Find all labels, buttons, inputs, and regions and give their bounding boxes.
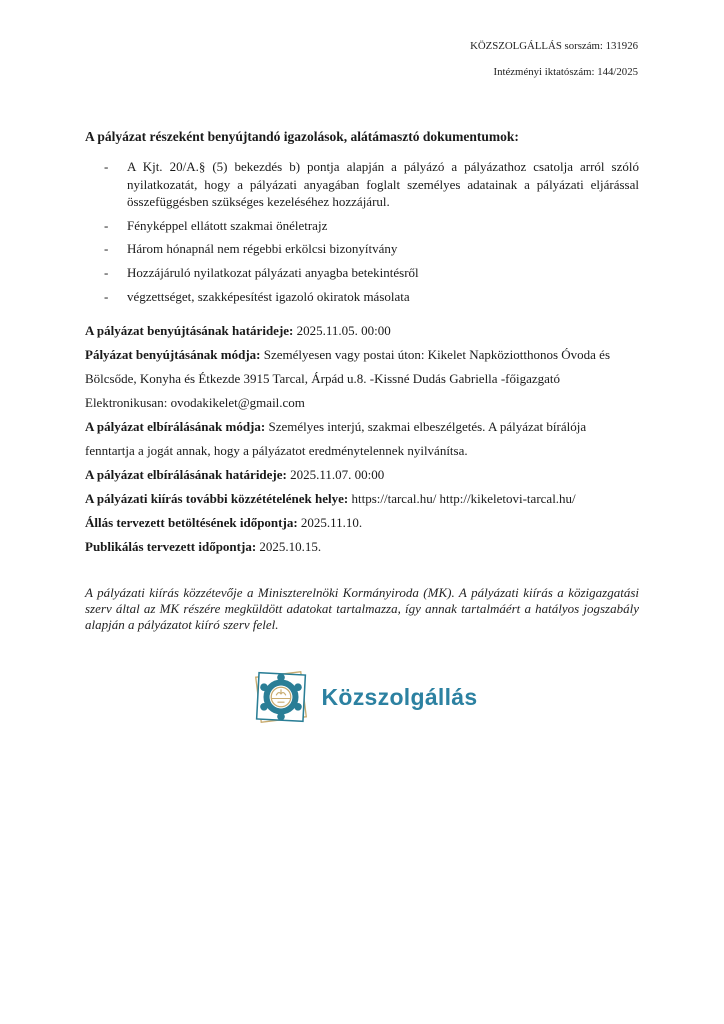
list-item (85, 264, 639, 282)
bullet-dash: - (104, 264, 109, 280)
bullet-dash: - (104, 159, 109, 174)
section-title: A pályázat részeként benyújtandó igazolások, alátámasztó dokumentumok: (85, 129, 519, 144)
field-label: A pályázat elbírálásának határideje: (85, 467, 287, 483)
field-label: A pályázat elbírálásának módja: (85, 419, 266, 435)
list-item (85, 240, 639, 258)
list-item-text: Fényképpel ellátott szakmai önéletrajz (127, 217, 328, 233)
registry-number: Intézményi iktatószám: 144/2025 (493, 66, 638, 78)
list-item (85, 288, 639, 306)
field-value: Személyes interjú, szakmai elbeszélgetés. A pályázat bírálója fenntartja a jogát annak, hogy a pályázatot eredménytelennek nyilvánítsa. (85, 419, 587, 459)
list-item-text: A Kjt. 20/A.§ (5) bekezdés b) pontja alapján a pályázó a pályázathoz csatolja arról szóló nyilatkozatát, hogy a pályázati anyagában foglalt személyes adatainak a pályázati eljárással összefüggésben szükséges kezeléséhez hozzájárul. (127, 159, 639, 210)
bullet-dash: - (104, 241, 109, 257)
field-publication-places (85, 487, 639, 511)
field-value: 2025.11.10. (297, 515, 363, 531)
bullet-dash: - (104, 288, 109, 304)
kozszolgallas-logo-text: Közszolgállás (321, 683, 478, 710)
field-value: 2025.10.15. (256, 539, 322, 555)
list-item-text: végzettséget, szakképesítést igazoló okiratok másolata (127, 288, 410, 304)
serial-number: KÖZSZOLGÁLLÁS sorszám: 131926 (470, 40, 638, 52)
field-start-date (85, 511, 639, 535)
list-item-text: Hozzájáruló nyilatkozat pályázati anyagba betekintésről (127, 264, 419, 280)
list-item (85, 217, 639, 235)
document-body (85, 129, 639, 731)
field-label: Publikálás tervezett időpontja: (85, 539, 257, 555)
field-submission-method (85, 343, 639, 415)
field-value: Személyesen vagy postai úton: Kikelet Napköziotthonos Óvoda és Bölcsőde, Konyha és Étkezde 3915 Tarcal, Árpád u.8. -Kissné Dudás Gabriella -főigazgató Elektronikusan: ovodakikelet@gmail.com (85, 347, 610, 411)
field-label: A pályázati kiírás további közzétételének helye: (85, 491, 349, 507)
field-evaluation-deadline (85, 463, 639, 487)
kozszolgallas-logo (85, 663, 639, 731)
field-evaluation-method (85, 415, 639, 463)
field-label: Pályázat benyújtásának módja: (85, 347, 261, 363)
field-submission-deadline (85, 319, 639, 343)
field-value: 2025.11.07. 00:00 (286, 467, 385, 483)
required-documents-list (85, 158, 639, 305)
bullet-dash: - (104, 217, 109, 233)
field-value: 2025.11.05. 00:00 (293, 323, 391, 339)
list-item (85, 158, 639, 211)
list-item-text: Három hónapnál nem régebbi erkölcsi bizonyítvány (127, 241, 398, 257)
disclaimer-paragraph: A pályázati kiírás közzétevője a Miniszterelnöki Kormányiroda (MK). A pályázati kiírás a közigazgatási szerv által az MK részére megküldött adatokat tartalmazza, így annak tartalmáért a hatályos jogszabály alapján a pályázatot kiíró szerv felel. (85, 585, 639, 633)
field-label: Állás tervezett betöltésének időpontja: (85, 515, 298, 531)
field-publication-date (85, 535, 639, 559)
kozszolgallas-logo-icon (247, 663, 315, 731)
details-block (85, 319, 639, 559)
field-label: A pályázat benyújtásának határideje: (85, 323, 294, 339)
document-header (470, 40, 638, 92)
field-value: https://tarcal.hu/ http://kikeletovi-tarcal.hu/ (348, 491, 576, 507)
